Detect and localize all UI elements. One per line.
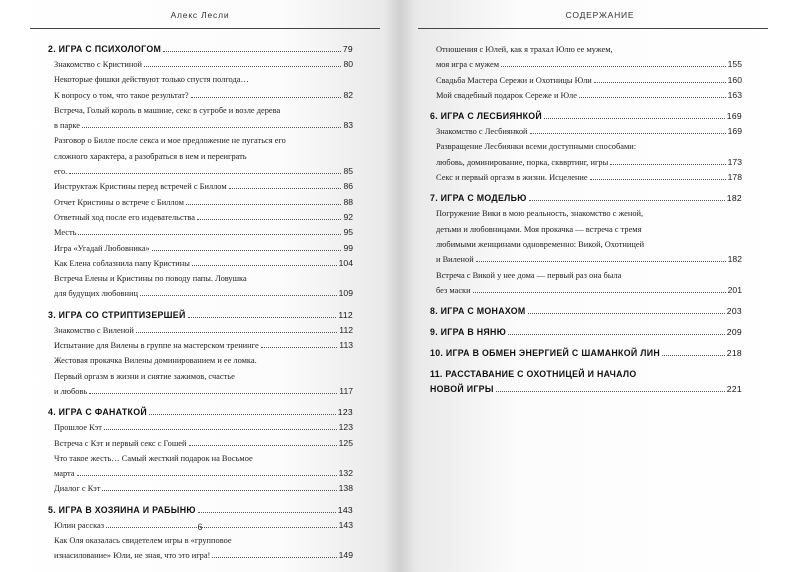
entry-last-line xyxy=(54,57,353,72)
entry-last-line xyxy=(54,286,353,301)
entry-last-line xyxy=(54,338,353,353)
dot-leader xyxy=(197,219,342,220)
entry-line: Юлин рассказ xyxy=(54,520,105,530)
toc-entry xyxy=(54,241,353,256)
section-heading xyxy=(430,346,742,361)
entry-last-line xyxy=(436,252,742,267)
entry-line: Разговор о Билле после секса и мое предложение не пугаться его xyxy=(54,136,286,146)
entry-page: 123 xyxy=(338,422,353,433)
entry-line: Жестовая прокачка Вилены доминированием и ее ломка. xyxy=(54,356,257,366)
section-page: 182 xyxy=(726,193,742,204)
entry-line: детьми и любовницами. Моя прокачка — встреча с тремя xyxy=(436,224,642,234)
toc-left xyxy=(48,42,353,564)
toc-right xyxy=(430,42,742,397)
toc-section xyxy=(48,503,353,564)
toc-entry xyxy=(54,481,353,496)
dot-leader xyxy=(77,475,337,476)
toc-entry xyxy=(436,73,742,88)
dot-leader xyxy=(82,127,341,128)
dot-leader xyxy=(144,66,341,67)
section-heading xyxy=(48,503,353,518)
entry-page: 113 xyxy=(339,340,353,351)
section-page: 221 xyxy=(726,384,742,395)
dot-leader xyxy=(191,97,342,98)
entry-page: 80 xyxy=(343,59,353,69)
section-title: 3. ИГРА СО СТРИПТИЗЕРШЕЙ xyxy=(48,309,186,320)
running-head-contents: СОДЕРЖАНИЕ xyxy=(565,10,635,20)
dot-leader xyxy=(192,265,337,266)
toc-entry xyxy=(54,436,353,451)
section-title: 10. ИГРА В ОБМЕН ЭНЕРГИЕЙ С ШАМАНКОЙ ЛИН xyxy=(430,348,660,359)
dot-leader xyxy=(662,355,725,356)
dot-leader xyxy=(530,133,726,134)
section-page: 123 xyxy=(337,407,353,418)
entry-line: Диалог с Кэт xyxy=(54,484,101,494)
section-heading xyxy=(430,109,742,124)
toc-entry xyxy=(54,338,353,353)
dot-leader xyxy=(528,313,725,314)
entry-line: Ответный ход после его издевательства xyxy=(54,212,195,222)
entry-page: 149 xyxy=(338,550,353,561)
section-heading xyxy=(48,42,353,57)
dot-leader xyxy=(186,204,342,205)
entry-line: Как Елена соблазнила папу Кристины xyxy=(54,258,190,268)
toc-entry xyxy=(54,323,353,338)
entry-line: Как Оля оказалась свидетелем игры в «групповое xyxy=(54,536,232,546)
entry-line: моя игра с мужем xyxy=(436,60,500,70)
entry-line: Инструктаж Кристины перед встречей с Биллом xyxy=(54,182,227,192)
dot-leader xyxy=(590,179,726,180)
dot-leader xyxy=(473,292,726,293)
section-title-line: 11. РАССТАВАНИЕ С ОХОТНИЦЕЙ И НАЧАЛО xyxy=(430,369,637,380)
entry-line: сложного характера, а разобраться в нем и переиграть xyxy=(54,151,247,161)
toc-entry xyxy=(54,271,353,302)
entry-last-line xyxy=(54,210,353,225)
dot-leader xyxy=(594,82,726,83)
entry-line: для будущих любовниц xyxy=(54,289,138,299)
entry-last-line xyxy=(436,57,742,72)
dot-leader xyxy=(69,173,341,174)
entry-line: Встреча, Голый король в машине, секс в сугробе и возле дерева xyxy=(54,105,281,115)
entry-line: без маски xyxy=(436,285,471,295)
toc-entry xyxy=(54,72,353,103)
entry-line: и любовь xyxy=(54,386,88,396)
toc-entry xyxy=(54,533,353,564)
entry-line: Что такое жесть… Самый жесткий подарок на Восьмое xyxy=(54,453,253,463)
toc-entry xyxy=(54,133,353,179)
entry-last-line xyxy=(54,88,353,103)
entry-line: Отношения с Юлей, как я трахал Юлю ее мужем, xyxy=(436,45,613,54)
entry-last-line xyxy=(436,155,742,170)
entry-last-line xyxy=(54,323,353,338)
dot-leader xyxy=(140,295,337,296)
entry-line: Развращение Лесбиянки всеми доступными способами: xyxy=(436,142,637,152)
section-page: 169 xyxy=(726,111,742,122)
section-title: НОВОЙ ИГРЫ xyxy=(430,384,494,395)
entry-page: 138 xyxy=(338,483,353,494)
entry-last-line xyxy=(54,164,353,179)
entry-page: 109 xyxy=(338,288,353,299)
dot-leader xyxy=(579,97,726,98)
toc-entry xyxy=(436,139,742,170)
entry-page: 95 xyxy=(343,227,353,238)
dot-leader xyxy=(501,66,726,67)
entry-page: 163 xyxy=(727,89,742,100)
toc-entry xyxy=(54,210,353,225)
dot-leader xyxy=(261,347,338,348)
toc-entry xyxy=(54,420,353,435)
entry-last-line xyxy=(436,124,742,139)
section-title: 6. ИГРА С ЛЕСБИЯНКОЙ xyxy=(430,111,543,122)
dot-leader xyxy=(188,317,337,318)
toc-section xyxy=(430,346,742,361)
entry-last-line xyxy=(54,481,353,496)
toc-section xyxy=(48,42,353,302)
entry-page: 117 xyxy=(339,385,353,396)
entry-page: 112 xyxy=(339,324,353,335)
entry-line: Месть xyxy=(54,228,77,238)
section-heading xyxy=(430,304,742,319)
entry-last-line xyxy=(54,384,353,399)
section-page: 79 xyxy=(342,44,353,54)
entry-page: 160 xyxy=(727,74,742,85)
toc-section xyxy=(430,109,742,185)
entry-line: Встреча с Викой у нее дома — первый раз она была xyxy=(436,270,622,280)
entry-line: Свадьба Мастера Сережи и Охотницы Юли xyxy=(436,75,592,85)
toc-section xyxy=(430,304,742,319)
entry-line: любимыми женщинами одновременно: Викой, Охотницей xyxy=(436,239,645,249)
entry-line: Первый оргазм в жизни и снятие зажимов, счастье xyxy=(54,371,235,381)
entry-page: 92 xyxy=(343,211,353,222)
entry-page: 104 xyxy=(338,257,353,268)
entry-line: и Виленой xyxy=(436,255,474,265)
dot-leader xyxy=(544,118,725,119)
entry-page: 178 xyxy=(727,172,742,183)
entry-line: К вопросу о том, что такое результат? xyxy=(54,90,189,100)
section-heading xyxy=(430,191,742,206)
entry-page: 125 xyxy=(338,437,353,448)
dot-leader xyxy=(78,234,341,235)
entry-last-line xyxy=(54,225,353,240)
entry-page: 83 xyxy=(343,120,353,131)
dot-leader xyxy=(610,164,725,165)
entry-last-line xyxy=(54,548,353,563)
header-rule xyxy=(30,28,380,29)
entry-last-line xyxy=(54,466,353,481)
dot-leader xyxy=(212,557,336,558)
entry-page: 182 xyxy=(727,254,742,265)
toc-entry xyxy=(436,124,742,139)
entry-page: 143 xyxy=(338,519,353,530)
section-page: 209 xyxy=(726,327,742,338)
section-page: 112 xyxy=(338,309,353,320)
toc-section xyxy=(430,367,742,397)
entry-page: 82 xyxy=(343,89,353,100)
entry-page: 132 xyxy=(338,468,353,479)
entry-line: Отчет Кристины о встрече с Биллом xyxy=(54,197,184,207)
dot-leader xyxy=(508,334,725,335)
entry-page: 86 xyxy=(343,181,353,192)
entry-page: 155 xyxy=(727,59,742,70)
section-page: 203 xyxy=(726,306,742,317)
entry-line: марта xyxy=(54,469,75,479)
entry-line: Игра «Угадай Любовника» xyxy=(54,243,150,253)
page-number: 6 xyxy=(197,522,203,532)
toc-entry xyxy=(54,353,353,399)
section-heading xyxy=(48,308,353,323)
toc-section xyxy=(430,191,742,298)
entry-last-line xyxy=(436,283,742,298)
entry-last-line xyxy=(54,195,353,210)
entry-line: Встреча Елены и Кристины по поводу папы. Ловушка xyxy=(54,274,247,284)
entry-page: 201 xyxy=(727,284,742,295)
section-heading xyxy=(430,382,742,397)
entry-line: любовь, доминирование, порка, скввртинг, игры xyxy=(436,157,609,167)
entry-last-line xyxy=(436,170,742,185)
entry-last-line xyxy=(436,88,742,103)
toc-entry xyxy=(54,256,353,271)
entry-line: в парке xyxy=(54,121,81,131)
entry-line: Знакомство с Лесбиянкой xyxy=(436,127,528,137)
section-title: 7. ИГРА С МОДЕЛЬЮ xyxy=(430,193,527,204)
toc-entry xyxy=(436,88,742,103)
dot-leader xyxy=(136,332,337,333)
running-head-author: Алекс Лесли xyxy=(170,10,230,20)
section-title: 9. ИГРА В НЯНЮ xyxy=(430,327,507,338)
entry-line: Мой свадебный подарок Сереже и Юле xyxy=(436,90,577,100)
dot-leader xyxy=(104,429,337,430)
toc-entry xyxy=(54,179,353,194)
entry-line: Погружение Вики в мою реальность, знакомство с женой, xyxy=(436,209,644,219)
dot-leader xyxy=(496,391,725,392)
toc-entry xyxy=(54,451,353,482)
toc-section xyxy=(48,308,353,399)
toc-entry xyxy=(436,42,742,73)
toc-section xyxy=(48,405,353,496)
entry-line: Знакомство с Виленой xyxy=(54,325,134,335)
entry-page: 99 xyxy=(343,242,353,253)
header-rule xyxy=(418,28,768,29)
section-heading xyxy=(48,405,353,420)
entry-last-line xyxy=(54,256,353,271)
section-page: 218 xyxy=(726,348,742,359)
toc-entry xyxy=(436,170,742,185)
dot-leader xyxy=(149,414,336,415)
entry-line: Встреча с Кэт и первый секс с Гошей xyxy=(54,438,187,448)
entry-line: Некоторые фишки действуют только спустя полгода… xyxy=(54,75,249,85)
section-heading xyxy=(430,325,742,340)
toc-entry xyxy=(54,225,353,240)
entry-last-line xyxy=(54,179,353,194)
dot-leader xyxy=(102,490,336,491)
toc-section xyxy=(430,325,742,340)
entry-line: Знакомство с Кристиной xyxy=(54,60,142,69)
toc-entry xyxy=(436,268,742,299)
section-title: 4. ИГРА С ФАНАТКОЙ xyxy=(48,407,147,418)
entry-last-line xyxy=(436,73,742,88)
entry-line: Прошлое Кэт xyxy=(54,423,102,433)
dot-leader xyxy=(152,250,342,251)
toc-entry xyxy=(54,57,353,72)
dot-leader xyxy=(529,200,725,201)
entry-line: его. xyxy=(54,167,68,177)
section-title: 8. ИГРА С МОНАХОМ xyxy=(430,306,526,317)
entry-last-line xyxy=(54,241,353,256)
entry-line: Секс и первый оргазм в жизни. Исцеление xyxy=(436,173,588,183)
section-title: 2. ИГРА С ПСИХОЛОГОМ xyxy=(48,44,162,54)
continued-entries xyxy=(430,42,742,103)
entry-page: 173 xyxy=(727,156,742,167)
dot-leader xyxy=(89,393,337,394)
dot-leader xyxy=(189,445,337,446)
entry-page: 85 xyxy=(343,166,353,177)
entry-page: 88 xyxy=(343,196,353,207)
toc-entry xyxy=(54,103,353,134)
dot-leader xyxy=(198,512,336,513)
toc-entry xyxy=(54,195,353,210)
entry-last-line xyxy=(54,436,353,451)
section-title: 5. ИГРА В ХОЗЯИНА И РАБЫНЮ xyxy=(48,504,196,515)
entry-last-line xyxy=(54,420,353,435)
entry-last-line xyxy=(54,118,353,133)
entry-line: Испытание для Вилены в группе на мастерском тренинге xyxy=(54,341,259,351)
right-page xyxy=(400,0,800,572)
entry-line: изнасилование» Юли, не зная, что это игра! xyxy=(54,551,211,561)
toc-entry xyxy=(436,206,742,267)
entry-page: 169 xyxy=(727,126,742,137)
section-page: 143 xyxy=(337,504,353,515)
dot-leader xyxy=(476,261,726,262)
dot-leader xyxy=(163,51,341,52)
dot-leader xyxy=(229,188,342,189)
